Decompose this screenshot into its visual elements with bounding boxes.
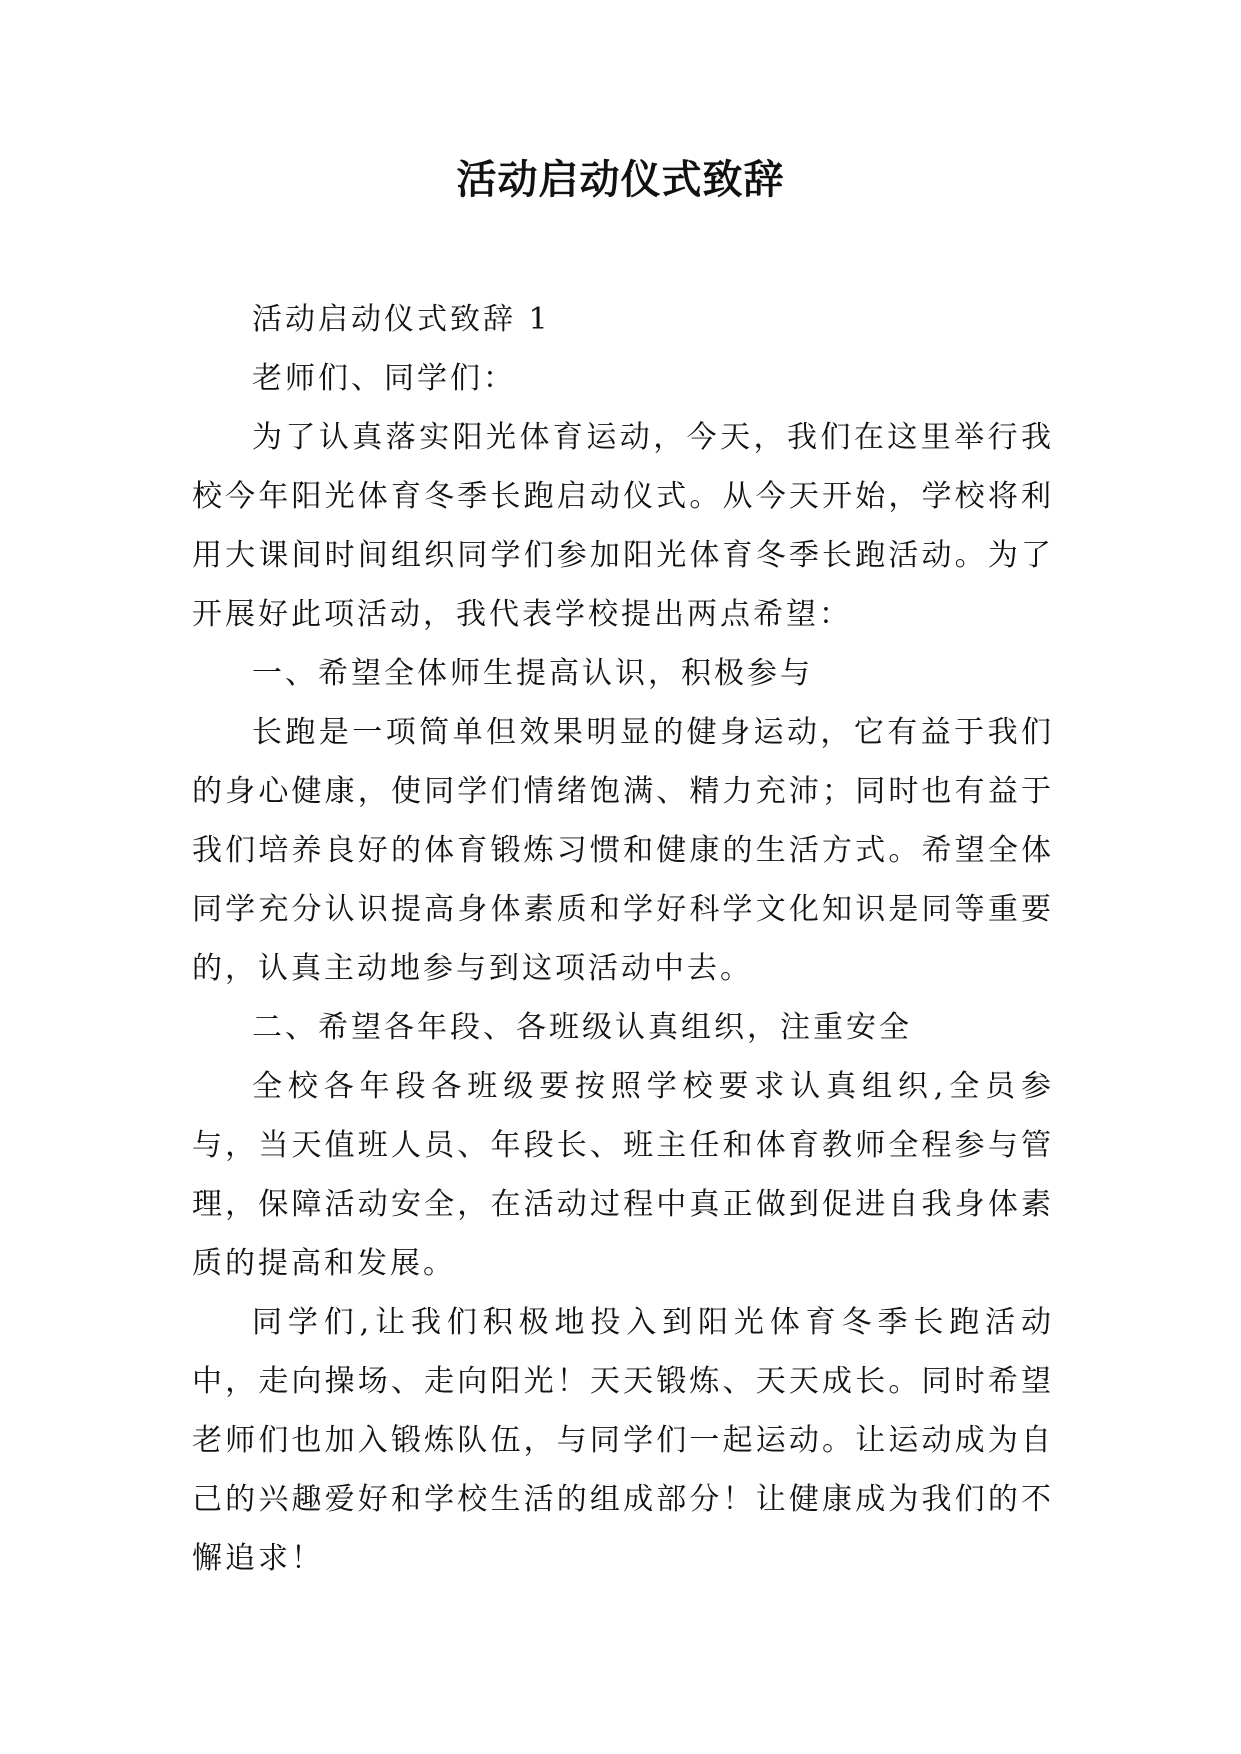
salutation: 老师们、同学们：: [252, 361, 516, 396]
intro-paragraph: 为了认真落实阳光体育运动，今天，我们在这里举行我校今年阳光体育冬季长跑启动仪式。从今天开始，学校将利用大课间时间组织同学们参加阳光体育冬季长跑活动。为了开展好此项活动，我代表学校提出两点希望：: [192, 420, 1054, 632]
speech-heading: 活动启动仪式致辞 1: [252, 302, 551, 337]
document-title: 活动启动仪式致辞: [456, 156, 785, 203]
point-one-paragraph: 长跑是一项简单但效果明显的健身运动，它有益于我们的身心健康，使同学们情绪饱满、精力充沛；同时也有益于我们培养良好的体育锻炼习惯和健康的生活方式。希望全体同学充分认识提高身体素质和学好科学文化知识是同等重要的，认真主动地参与到这项活动中去。: [192, 715, 1054, 986]
point-two-heading: 二、希望各年段、各班级认真组织，注重安全: [252, 1010, 912, 1045]
point-one-heading: 一、希望全体师生提高认识，积极参与: [252, 656, 813, 691]
point-two-paragraph: 全校各年段各班级要按照学校要求认真组织,全员参与，当天值班人员、年段长、班主任和体育教师全程参与管理，保障活动安全，在活动过程中真正做到促进自我身体素质的提高和发展。: [192, 1069, 1054, 1281]
closing-paragraph: 同学们,让我们积极地投入到阳光体育冬季长跑活动中，走向操场、走向阳光！天天锻炼、天天成长。同时希望老师们也加入锻炼队伍，与同学们一起运动。让运动成为自己的兴趣爱好和学校生活的组成部分！让健康成为我们的不懈追求！: [192, 1305, 1054, 1576]
document-body: [192, 290, 1054, 1588]
